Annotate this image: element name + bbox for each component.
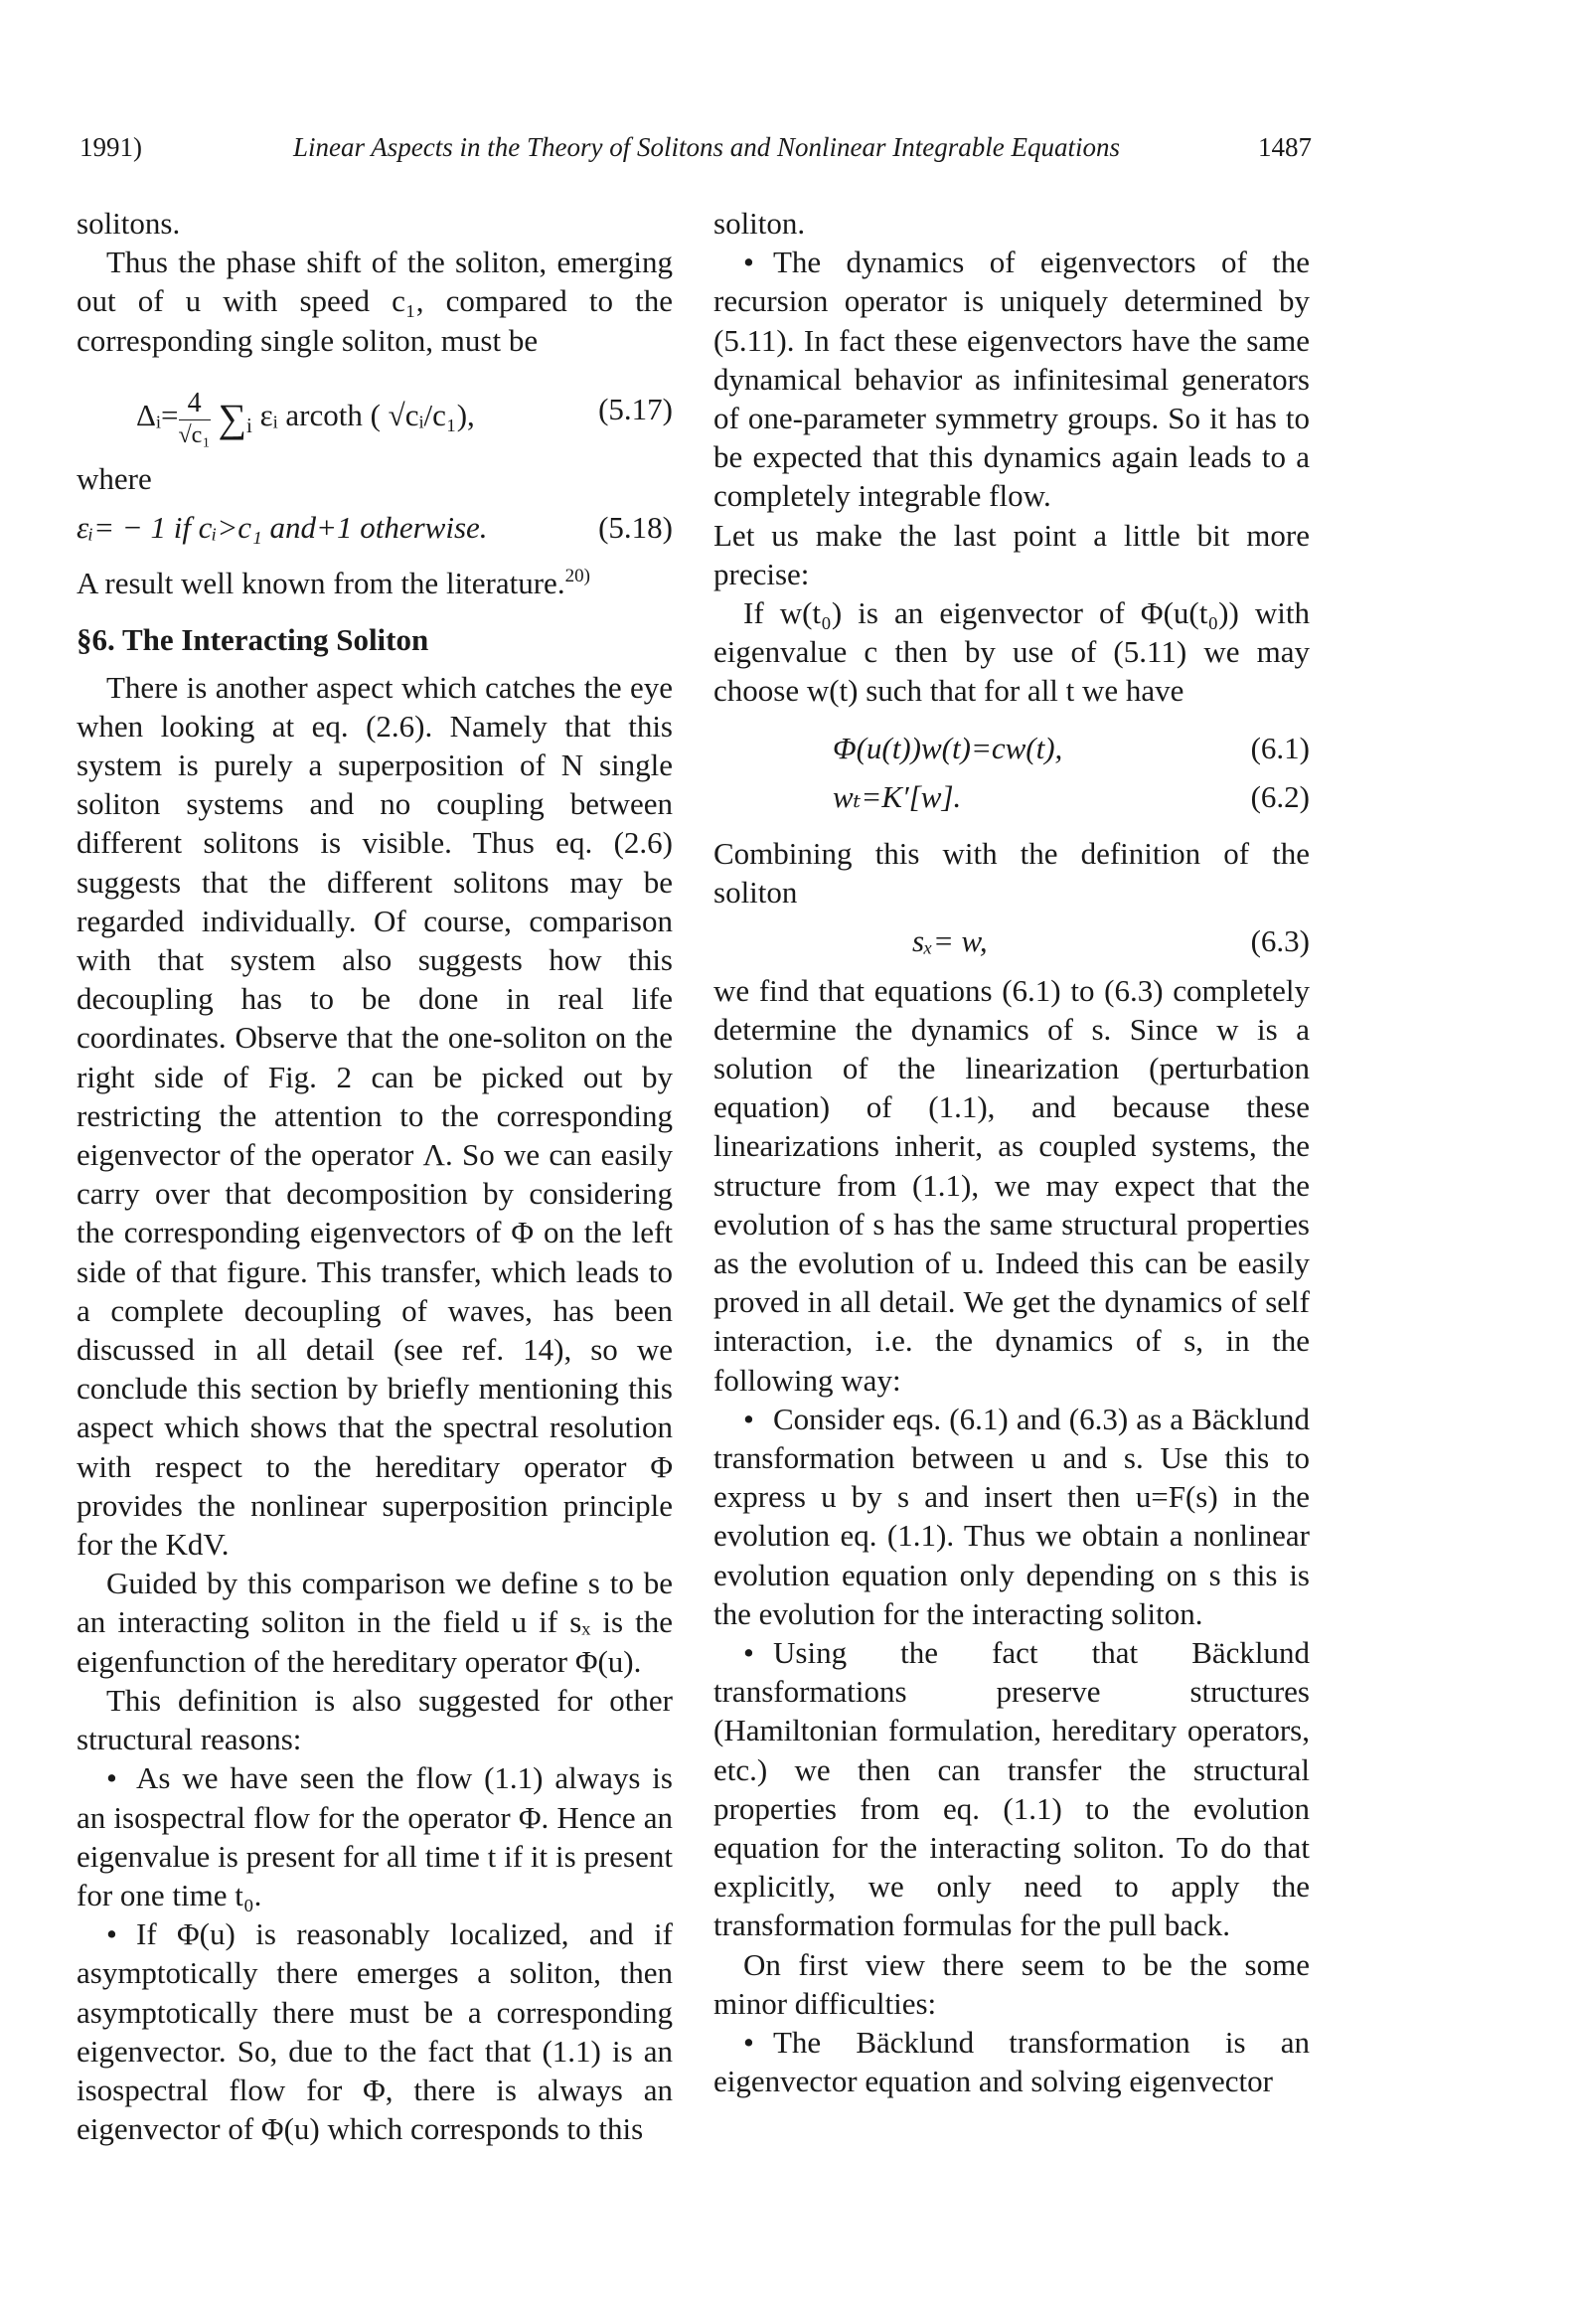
bullet-item [77,1914,673,2148]
paragraph: On first view there seem to be the some minor difficulties: [713,1946,1310,2021]
equation-rhs: εᵢ arcoth ( √cᵢ/c₁), [259,397,475,432]
bullet-glyph: • [743,1401,754,1436]
paragraph: If w(t₀) is an eigenvector of Φ(u(t₀)) with eigenvalue c then by use of (5.11) we may choose w(t) such that for all t we have [713,595,1310,709]
bullet-text: The Bäcklund transformation is an eigenvector equation and solving eigenvector [713,2025,1310,2099]
running-head [79,127,1312,167]
bullet-text: If Φ(u) is reasonably localized, and if asymptotically there emerges a soliton, then asymptotically there must be a corresponding eigenvector. So, due to the fact that (1.1) is an isospectral flow for Φ, there is always an eigenvector of Φ(u) which corresponds to this [77,1916,673,2147]
paragraph: soliton. [713,206,806,241]
bullet-glyph: • [106,1760,117,1796]
paragraph: Thus the phase shift of the soliton, emerging out of u with speed c₁, compared to the corresponding single soliton, must be [77,245,673,358]
bullet-glyph: • [106,1916,117,1952]
paragraph: There is another aspect which catches the eye when looking at eq. (2.6). Namely that this system is purely a superposition of N single soliton systems and no coupling between different solitons is visible. Thus eq. (2.6) suggests that the different solitons may be regarded individually. Of course, comparison with that system also suggests how this decoupling has to be done in real life coordinates. Observe that the one-soliton on the right side of Fig. 2 can be picked out by restricting the attention to the corresponding eigenvector of the operator Λ. So we can easily carry over that decomposition by considering the corresponding eigenvectors of Φ on the left side of that figure. This transfer, which leads to a complete decoupling of waves, has been discussed in all detail (see ref. 14), so we conclude this section by briefly mentioning this aspect which shows that the spectral resolution with respect to the hereditary operator Φ provides the nonlinear superposition principle for the KdV. [77,669,673,1563]
equation-6-1 [713,729,1310,767]
equation-number: (5.17) [598,391,673,426]
right-column [713,204,1310,2101]
bullet-text: As we have seen the flow (1.1) always is an isospectral flow for the operator Φ. Hence an eigenvalue is present for all time t if it is present for one time t₀. [77,1760,673,1912]
header-year: 1991) [79,132,142,162]
equation-number: (6.2) [1250,778,1310,814]
bullet-item [77,1758,673,1914]
bullet-item [713,1400,1310,1633]
paragraph: Guided by this comparison we define s to be an interacting soliton in the field u if sₓ is the eigenfunction of the hereditary operator Φ(u). [77,1566,673,1679]
equation-body: wₜ=K′[w]. [833,778,962,814]
paragraph: we find that equations (6.1) to (6.3) completely determine the dynamics of s. Since w is a solution of the linearization (perturbation equation) of (1.1), and because these linearizations inherit, as coupled systems, the structure from (1.1), we may expect that the evolution of s has the same structural properties as the evolution of u. Indeed this can be easily proved in all detail. We get the dynamics of self interaction, i.e. the dynamics of s, in the following way: [713,972,1310,1398]
equation-6-3 [713,921,1310,960]
equation-number: (5.18) [598,510,673,546]
left-column [77,204,673,2148]
paragraph: This definition is also suggested for other structural reasons: [77,1682,673,1757]
fraction-denominator: √c₁ [178,421,211,448]
bullet-text: The dynamics of eigenvectors of the recursion operator is uniquely determined by (5.11). In fact these eigenvectors have the same dynamical behavior as infinitesimal generators of one-parameter symmetry groups. So it has to be expected that this dynamics again leads to a completely integrable flow. [713,245,1310,514]
section-heading: §6. The Interacting Soliton [77,622,429,658]
bullet-item [713,2023,1310,2100]
paragraph: Let us make the last point a little bit more precise: [713,517,1310,591]
paragraph: Combining this with the definition of the soliton [713,836,1310,911]
equation-5-18 [77,508,673,547]
paragraph-text: A result well known from the literature. [77,566,565,601]
equation-6-2 [713,777,1310,816]
bullet-text: Consider eqs. (6.1) and (6.3) as a Bäcklund transformation between u and s. Use this to express u by s and insert then u=F(s) in the evolution eq. (1.1). Thus we obtain a nonlinear evolution equation only depending on s this is the evolution for the interacting soliton. [713,1401,1310,1631]
header-page-number: 1487 [1258,132,1312,162]
equation-number: (6.1) [1250,730,1310,765]
summation-symbol: ∑ [218,395,246,440]
paragraph: where [77,460,152,496]
fraction-numerator: 4 [179,390,211,420]
equation-body: sₓ= w, [912,923,988,959]
bullet-item [713,1633,1310,1945]
summation-index: i [245,413,252,437]
equation-5-17 [77,360,673,459]
reference-superscript: 20) [564,566,590,587]
bullet-item [713,243,1310,515]
paragraph: solitons. [77,206,181,241]
bullet-text: Using the fact that Bäcklund transformations preserve structures (Hamiltonian formulation, hereditary operators, etc.) we then can transfer the structural properties from eq. (1.1) to the evolution equation for the interacting soliton. To do that explicitly, we only need to apply the transformation formulas for the pull back. [713,1635,1310,1943]
equation-fraction [178,387,211,448]
bullet-glyph: • [743,2025,754,2061]
bullet-glyph: • [743,1635,754,1671]
equation-body: εᵢ= − 1 if cᵢ>c₁ and+1 otherwise. [77,510,488,546]
header-journal-title: Linear Aspects in the Theory of Solitons and Nonlinear Integrable Equations [293,132,1120,162]
equation-body [136,387,475,448]
equation-number: (6.3) [1250,923,1310,959]
paragraph [77,557,673,602]
equation-body: Φ(u(t))w(t)=cw(t), [833,730,1063,765]
equation-lhs: Δᵢ= [136,397,179,432]
bullet-glyph: • [743,245,754,280]
